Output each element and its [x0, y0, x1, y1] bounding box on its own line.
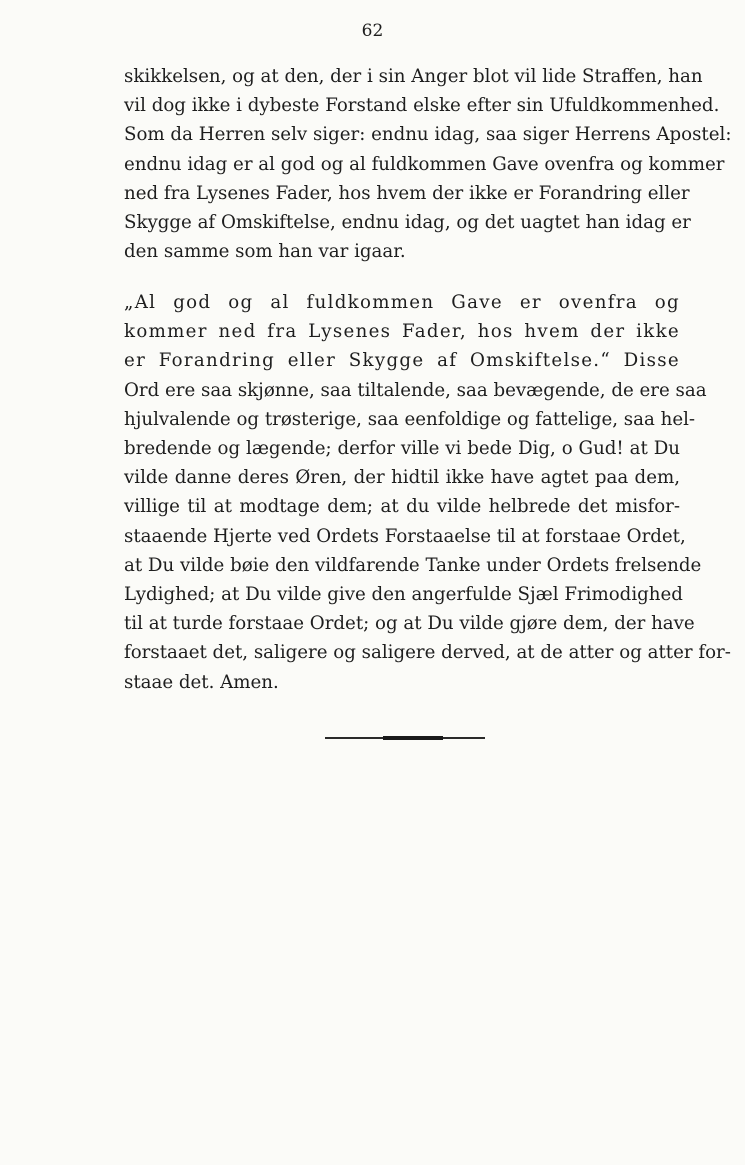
text-line-spaced: kommer ned fra Lysenes Fader, hos hvem der ikke [124, 321, 680, 343]
text-line: Skygge af Omskiftelse, endnu idag, og det uagtet han idag er [124, 212, 691, 234]
text-line: at Du vilde bøie den vildfarende Tanke under Ordets frelsende [124, 554, 702, 576]
text-line: skikkelsen, og at den, der i sin Anger blot vil lide Straffen, han [124, 66, 703, 87]
text-line-spaced: er Forandring eller Skygge af Omskiftelse.“ Disse [124, 350, 680, 372]
text-line: villige til at modtage dem; at du vilde helbrede det misfor- [124, 496, 680, 518]
text-line: vil dog ikke i dybeste Forstand elske efter sin Ufuldkommenhed. [124, 95, 720, 117]
text-line: staae det. Amen. [124, 671, 279, 693]
text-line: endnu idag er al god og al fuldkommen Gave ovenfra og kommer [124, 153, 725, 175]
text-line: staaende Hjerte ved Ordets Forstaaelse til at forstaae Ordet, [124, 525, 686, 547]
text-line: vilde danne deres Øren, der hidtil ikke have agtet paa dem, [124, 467, 680, 489]
text-line: til at turde forstaae Ordet; og at Du vilde gjøre dem, der have [124, 613, 695, 635]
text-line: den samme som han var igaar. [124, 241, 406, 263]
section-end-rule [325, 737, 485, 739]
text-line: ned fra Lysenes Fader, hos hvem der ikke er Forandring eller [124, 182, 690, 204]
paragraph-1 [124, 62, 732, 266]
text-line: hjulvalende og trøsterige, saa eenfoldige og fattelige, saa hel- [124, 408, 696, 430]
text-line: Ord ere saa skjønne, saa tiltalende, saa bevægende, de ere saa [124, 379, 707, 401]
text-line: forstaaet det, saligere og saligere derved, at de atter og atter for- [124, 642, 731, 664]
text-line: bredende og lægende; derfor ville vi bede Dig, o Gud! at Du [124, 438, 680, 460]
paragraph-2 [124, 288, 731, 697]
text-line: Lydighed; at Du vilde give den angerfulde Sjæl Frimodighed [124, 584, 683, 606]
text-line-spaced: „Al god og al fuldkommen Gave er ovenfra og [124, 292, 680, 313]
text-line: Som da Herren selv siger: endnu idag, saa siger Herrens Apostel: [124, 124, 732, 146]
page-number: 62 [361, 21, 384, 41]
